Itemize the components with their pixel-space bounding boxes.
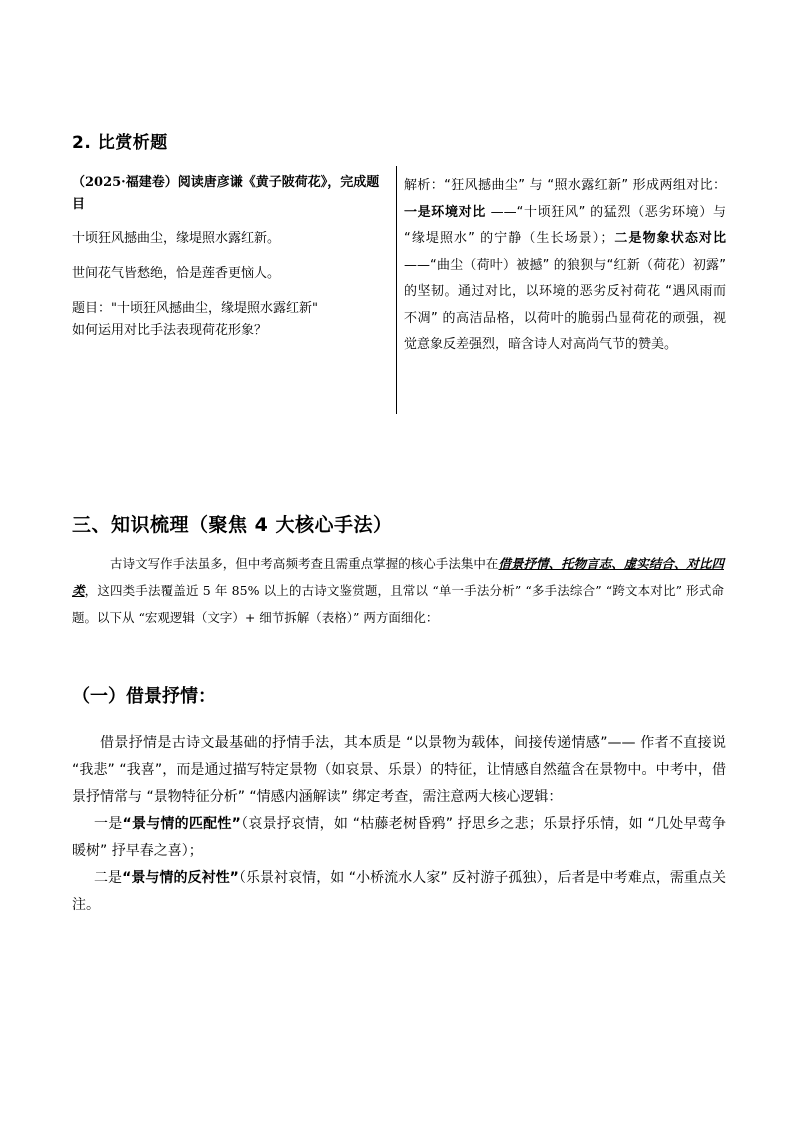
section-title: 2. 比赏析题 xyxy=(72,133,168,153)
logic-1-prefix: 一是 xyxy=(94,816,123,832)
intro-text-1: 古诗文写作手法虽多，但中考高频考查且需重点掌握的核心手法集中在 xyxy=(110,556,499,571)
poem-line-2: 世间花气皆愁绝，恰是莲香更恼人。 xyxy=(72,266,281,281)
body-section xyxy=(72,730,726,919)
body-paragraph: 借景抒情是古诗文最基础的抒情手法，其本质是 “以景物为载体，间接传递情感”—— 作者不直接说 “我悲” “我喜”，而是通过描写特定景物（如哀景、乐景）的特征，让情感自然蕴含在景物中。中考中，借景抒情常与 “景物特征分析” “情感内涵解读” 绑定考查，需注意两大核心逻辑： xyxy=(72,735,726,805)
section-heading: 三、知识梳理（聚焦 4 大核心手法） xyxy=(72,514,393,536)
analysis-bold-1: 一是环境对比 xyxy=(404,204,486,220)
poem-line-1: 十顷狂风撼曲尘，缘堤照水露红新。 xyxy=(72,231,281,246)
logic-2-bold: “景与情的反衬性” xyxy=(122,870,239,886)
intro-paragraph xyxy=(72,550,724,631)
question-prompt-1: 题目："十顷狂风撼曲尘，缘堤照水露红新" xyxy=(72,301,318,316)
logic-1-text: （哀景抒哀情，如 “枯藤老树昏鸦” 抒思乡之悲；乐景抒乐情，如 “几处早莺争暖树” 抒早春之喜）； xyxy=(72,816,727,859)
analysis-column xyxy=(404,173,726,359)
analysis-text-2: ——“十顷狂风” 的猛烈（恶劣环境）与 “缘堤照水” 的宁静（生长场景）； xyxy=(404,204,726,246)
question-column xyxy=(72,172,392,355)
intro-emphasis: 借景抒情、托物言志、虚实结合、对比四类 xyxy=(72,556,724,598)
logic-point-1 xyxy=(72,811,726,865)
intro-text-2: ，这四类手法覆盖近 5 年 85% 以上的古诗文鉴赏题，且常以 “单一手法分析” “多手法综合” “跨文本对比” 形式命题。以下从 “宏观逻辑（文字）+ 细节拆解（表格）” 两方面细化： xyxy=(72,583,724,625)
column-divider xyxy=(396,166,397,414)
logic-2-prefix: 二是 xyxy=(94,870,123,886)
analysis-bold-2: 二是物象状态对比 xyxy=(613,231,726,246)
logic-2-text: （乐景衬哀情，如 “小桥流水人家” 反衬游子孤独），后者是中考难点，需重点关注。 xyxy=(72,870,727,913)
analysis-text-1: 解析：“狂风撼曲尘” 与 “照水露红新” 形成两组对比： xyxy=(404,178,726,193)
logic-point-2 xyxy=(72,865,726,919)
subsection-heading: （一）借景抒情： xyxy=(72,686,216,707)
question-prompt-2: 如何运用对比手法表现荷花形象？ xyxy=(72,323,268,338)
question-source: （2025·福建卷）阅读唐彦谦《黄子陂荷花》，完成题目 xyxy=(72,175,380,212)
logic-1-bold: “景与情的匹配性” xyxy=(122,816,241,832)
analysis-text-3: ——“曲尘（荷叶）被撼” 的狼狈与“红新（荷花）初露” 的坚韧。通过对比，以环境的恶劣反衬荷花 “遇风雨而不凋” 的高洁品格，以荷叶的脆弱凸显荷花的顽强，视觉意象反差强烈，暗含诗人对高尚气节的赞美。 xyxy=(404,257,726,352)
